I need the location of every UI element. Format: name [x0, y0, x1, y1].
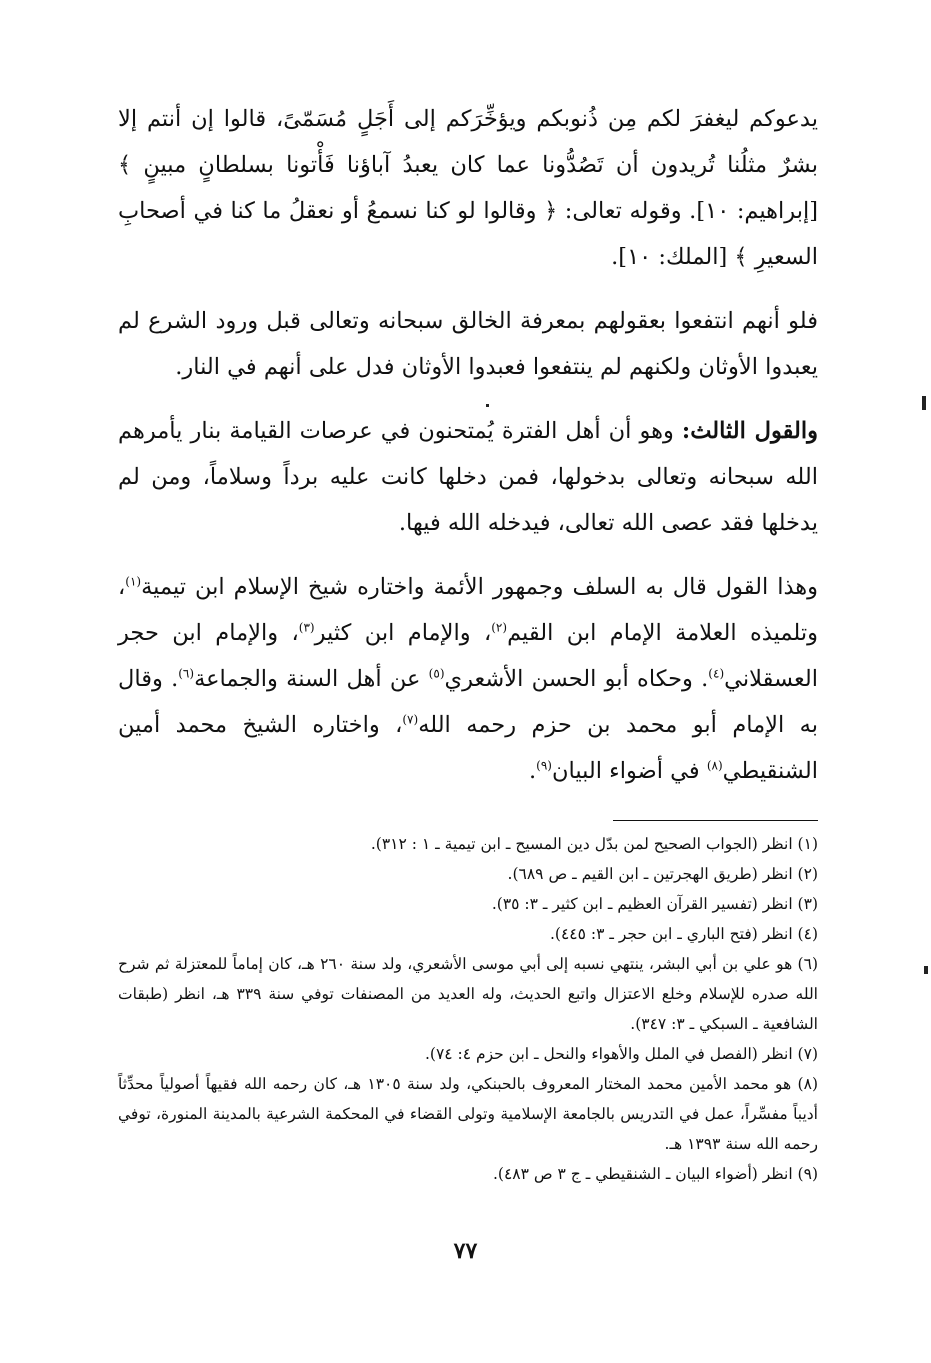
footnote-6: (٦) هو علي بن أبي البشر، ينتهي نسبه إلى أبي موسى الأشعري، ولد سنة ٢٦٠ هـ، كان إماماً للمعتزلة ثم شرح الله صدره للإسلام وخلع الاعتزال واتبع الحديث، وله العديد من المصنفات توفي سنة ٣٣٩ هـ، انظر (طبقات الشافعية ـ السبكي ـ ٣: ٣٤٧). [118, 955, 818, 1033]
paragraph-1-text: يدعوكم ليغفرَ لكم مِن ذُنوبكم ويؤخِّرَكم إلى أَجَلٍ مُسَمّىً، قالوا إن أنتم إلا بشرٌ مثلُنا تُريدون أن تَصُدُّونا عما كان يعبدُ آباؤنا فَأْتونا بسلطانٍ مبينٍ ﴾ [إبراهيم: ١٠]. وقوله تعالى: ﴿ وقالوا لو كنا نسمعُ أو نعقلُ ما كنا في أصحابِ السعيرِ ﴾ [الملك: ١٠]. [118, 106, 818, 270]
footnote-8: (٨) هو محمد الأمين محمد المختار المعروف بالحبنكي، ولد سنة ١٣٠٥ هـ، كان رحمه الله فقيهاً أصولياً محدِّثاً أديباً مفسِّراً، عمل في التدريس بالجامعة الإسلامية وتولى القضاء في المحكمة الشرعية بالمدينة المنورة، توفي رحمه الله سنة ١٣٩٣ هـ. [118, 1075, 819, 1153]
paragraph-4 [118, 564, 818, 794]
para4-segment: ، والإمام ابن حجر العسقلاني [118, 620, 818, 692]
scan-speck [922, 396, 926, 410]
para4-segment: . وحكاه أبو الحسن الأشعري [444, 666, 709, 692]
para4-segment: عن أهل السنة والجماعة [194, 666, 429, 692]
para4-segment: في أضواء البيان [551, 758, 707, 784]
para4-segment: ، وتلميذه العلامة الإمام ابن القيم [118, 574, 818, 646]
footnote-separator [613, 820, 818, 821]
para4-segment: ، واختاره الشيخ محمد أمين الشنقيطي [118, 712, 818, 784]
footnote-2: (٢) انظر (طريق الهجرتين ـ ابن القيم ـ ص ٦٨٩). [507, 865, 818, 883]
footnote-ref[interactable]: (٧) [402, 712, 419, 727]
footnote-ref[interactable]: (٦) [178, 666, 195, 681]
footnote-ref[interactable]: (٣) [298, 620, 315, 635]
footnote-7: (٧) انظر (الفصل في الملل والأهواء والنحل ـ ابن حزم ٤: ٧٤). [424, 1045, 818, 1063]
footnote-9: (٩) انظر (أضواء البيان ـ الشنقيطي ـ ج ٣ ص ٤٨٣). [492, 1165, 818, 1183]
paragraph-3-text: وهو أن أهل الفترة يُمتحنون في عرصات القيامة بنار يأمرهم الله سبحانه وتعالى بدخولها، فمن دخلها كانت عليه برداً وسلاماً، ومن لم يدخلها فقد عصى الله تعالى، فيدخله الله فيها. [118, 418, 818, 536]
page-number: ٧٧ [453, 1238, 478, 1264]
footnote-ref[interactable]: (٢) [491, 620, 508, 635]
paragraph-2-text: فلو أنهم انتفعوا بعقولهم بمعرفة الخالق سبحانه وتعالى قبل ورود الشرع لم يعبدوا الأوثان ولكنهم لم ينتفعوا فعبدوا الأوثان فدل على أنهم في النار. [118, 308, 818, 380]
footnote-ref[interactable]: (٨) [706, 758, 723, 773]
para4-segment: ، والإمام ابن كثير [314, 620, 492, 646]
footnote-1: (١) انظر (الجواب الصحيح لمن بدّل دين المسيح ـ ابن تيمية ـ ١ : ٣١٢). [370, 835, 818, 853]
footnote-ref[interactable]: (٤) [708, 666, 725, 681]
paragraph-1 [118, 96, 818, 280]
footnote-ref[interactable]: (١) [125, 574, 142, 589]
footnote-ref[interactable]: (٩) [536, 758, 552, 773]
para4-segment: . [528, 758, 537, 784]
para4-segment: وهذا القول قال به السلف وجمهور الأئمة واختاره شيخ الإسلام ابن تيمية [141, 574, 818, 600]
scan-speck [924, 966, 928, 974]
page-body [118, 96, 818, 1189]
paragraph-2 [118, 298, 818, 390]
footnote-3: (٣) انظر (تفسير القرآن العظيم ـ ابن كثير ـ ٣: ٣٥). [491, 895, 818, 913]
footnotes [118, 829, 818, 1189]
footnote-ref[interactable]: (٥) [428, 666, 445, 681]
paragraph-3 [118, 408, 818, 546]
footnote-4: (٤) انظر (فتح الباري ـ ابن حجر ـ ٣: ٤٤٥). [549, 925, 818, 943]
scan-speck [486, 404, 489, 407]
para4-segment: . وقال به الإمام أبو محمد بن حزم رحمه الله [118, 666, 818, 738]
paragraph-3-lead: والقول الثالث: [681, 418, 818, 444]
